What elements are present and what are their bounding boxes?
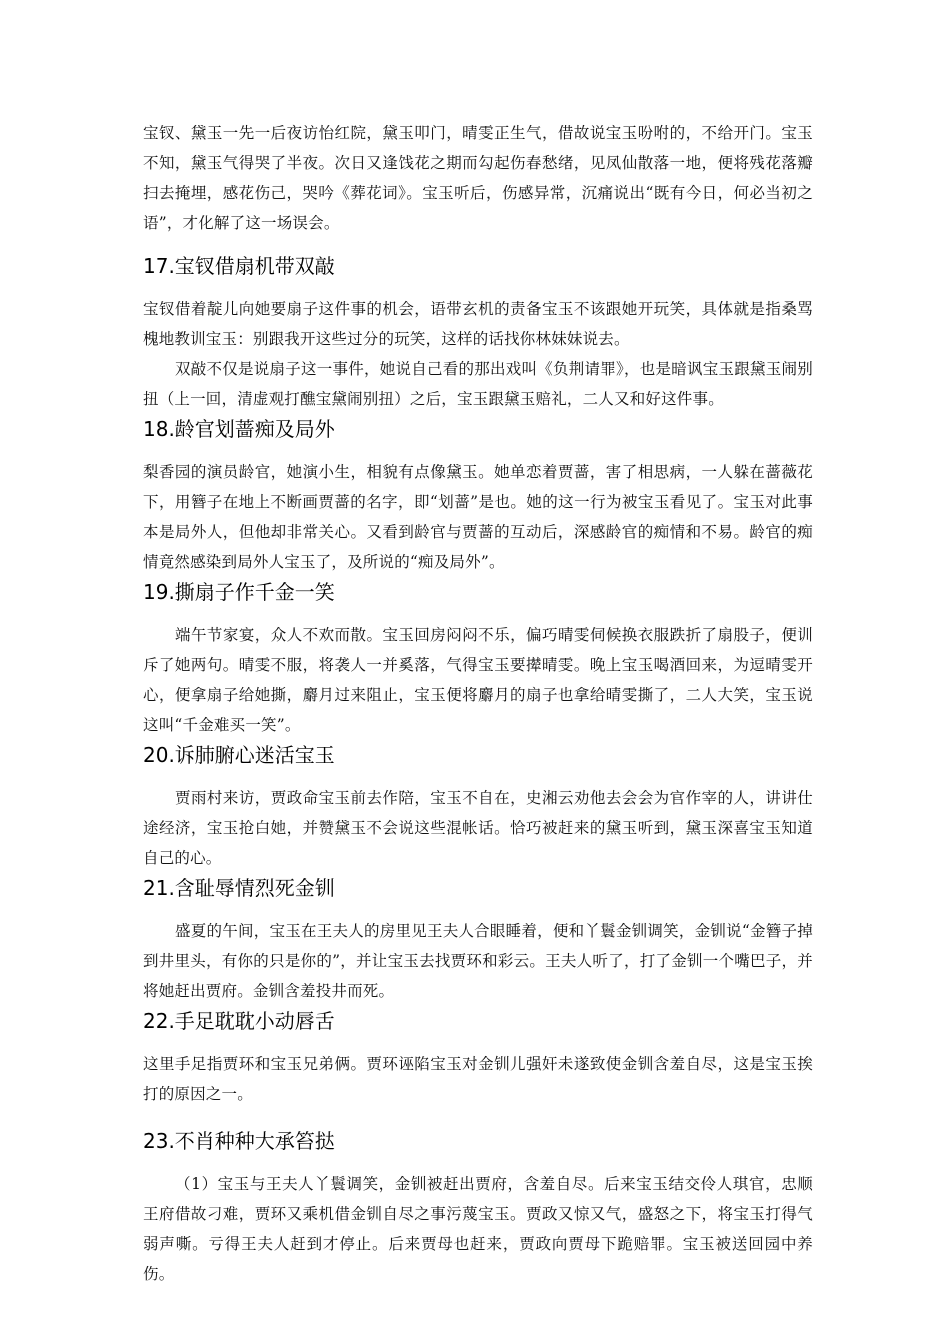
document-page — [143, 118, 813, 1289]
paragraph-intro: 宝钗、黛玉一先一后夜访怡红院，黛玉叩门，晴雯正生气，借故说宝玉吩咐的，不给开门。宝玉不知，黛玉气得哭了半夜。次日又逢饯花之期而勾起伤春愁绪，见凤仙散落一地，便将残花落瓣扫去掩埋，感花伤己，哭吟《葬花词》。宝玉听后，伤感异常，沉痛说出“既有今日，何必当初之语”，才化解了这一场误会。 — [143, 124, 813, 232]
heading-23: 23.不肖种种大承笞挞 — [143, 1129, 335, 1153]
heading-21: 21.含耻辱情烈死金钏 — [143, 876, 335, 900]
paragraph-21: 盛夏的午间，宝玉在王夫人的房里见王夫人合眼睡着，便和丫鬟金钏调笑，金钏说“金簪子掉到井里头，有你的只是你的”，并让宝玉去找贾环和彩云。王夫人听了，打了金钏一个嘴巴子，并将她赶出贾府。金钏含羞投井而死。 — [143, 922, 813, 1000]
paragraph-23: （1）宝玉与王夫人丫鬟调笑，金钏被赶出贾府，含羞自尽。后来宝玉结交伶人琪官，忠顺王府借故刁难，贾环又乘机借金钏自尽之事污蔑宝玉。贾政又惊又气，盛怒之下，将宝玉打得气弱声嘶。亏得王夫人赶到才停止。后来贾母也赶来，贾政向贾母下跪赔罪。宝玉被送回园中养伤。 — [143, 1175, 813, 1283]
paragraph-17-2: 双敲不仅是说扇子这一事件，她说自己看的那出戏叫《负荆请罪》，也是暗讽宝玉跟黛玉闹别扭（上一回，清虚观打醮宝黛闹别扭）之后，宝玉跟黛玉赔礼，二人又和好这件事。 — [143, 360, 813, 408]
heading-18: 18.龄官划蔷痴及局外 — [143, 417, 335, 441]
heading-19: 19.撕扇子作千金一笑 — [143, 580, 335, 604]
paragraph-22: 这里手足指贾环和宝玉兄弟俩。贾环诬陷宝玉对金钏儿强奸未遂致使金钏含羞自尽，这是宝玉挨打的原因之一。 — [143, 1055, 813, 1103]
heading-20: 20.诉肺腑心迷活宝玉 — [143, 743, 335, 767]
paragraph-18: 梨香园的演员龄官，她演小生，相貌有点像黛玉。她单恋着贾蔷，害了相思病，一人躲在蔷薇花下，用簪子在地上不断画贾蔷的名字，即“划蔷”是也。她的这一行为被宝玉看见了。宝玉对此事本是局外人，但他却非常关心。又看到龄官与贾蔷的互动后，深感龄官的痴情和不易。龄官的痴情竟然感染到局外人宝玉了，及所说的“痴及局外”。 — [143, 463, 813, 571]
paragraph-19: 端午节家宴，众人不欢而散。宝玉回房闷闷不乐，偏巧晴雯伺候换衣服跌折了扇股子，便训斥了她两句。晴雯不服，将袭人一并奚落，气得宝玉要撵晴雯。晚上宝玉喝酒回来，为逗晴雯开心，便拿扇子给她撕，麝月过来阻止，宝玉便将麝月的扇子也拿给晴雯撕了，二人大笑，宝玉说这叫“千金难买一笑”。 — [143, 626, 813, 734]
heading-17: 17.宝钗借扇机带双敲 — [143, 254, 335, 278]
heading-22: 22.手足耽耽小动唇舌 — [143, 1009, 335, 1033]
paragraph-17-1: 宝钗借着靛儿向她要扇子这件事的机会，语带玄机的责备宝玉不该跟她开玩笑，具体就是指桑骂槐地教训宝玉：别跟我开这些过分的玩笑，这样的话找你林妹妹说去。 — [143, 300, 813, 348]
paragraph-20: 贾雨村来访，贾政命宝玉前去作陪，宝玉不自在，史湘云劝他去会会为官作宰的人，讲讲仕途经济，宝玉抢白她，并赞黛玉不会说这些混帐话。恰巧被赶来的黛玉听到，黛玉深喜宝玉知道自己的心。 — [143, 789, 813, 867]
